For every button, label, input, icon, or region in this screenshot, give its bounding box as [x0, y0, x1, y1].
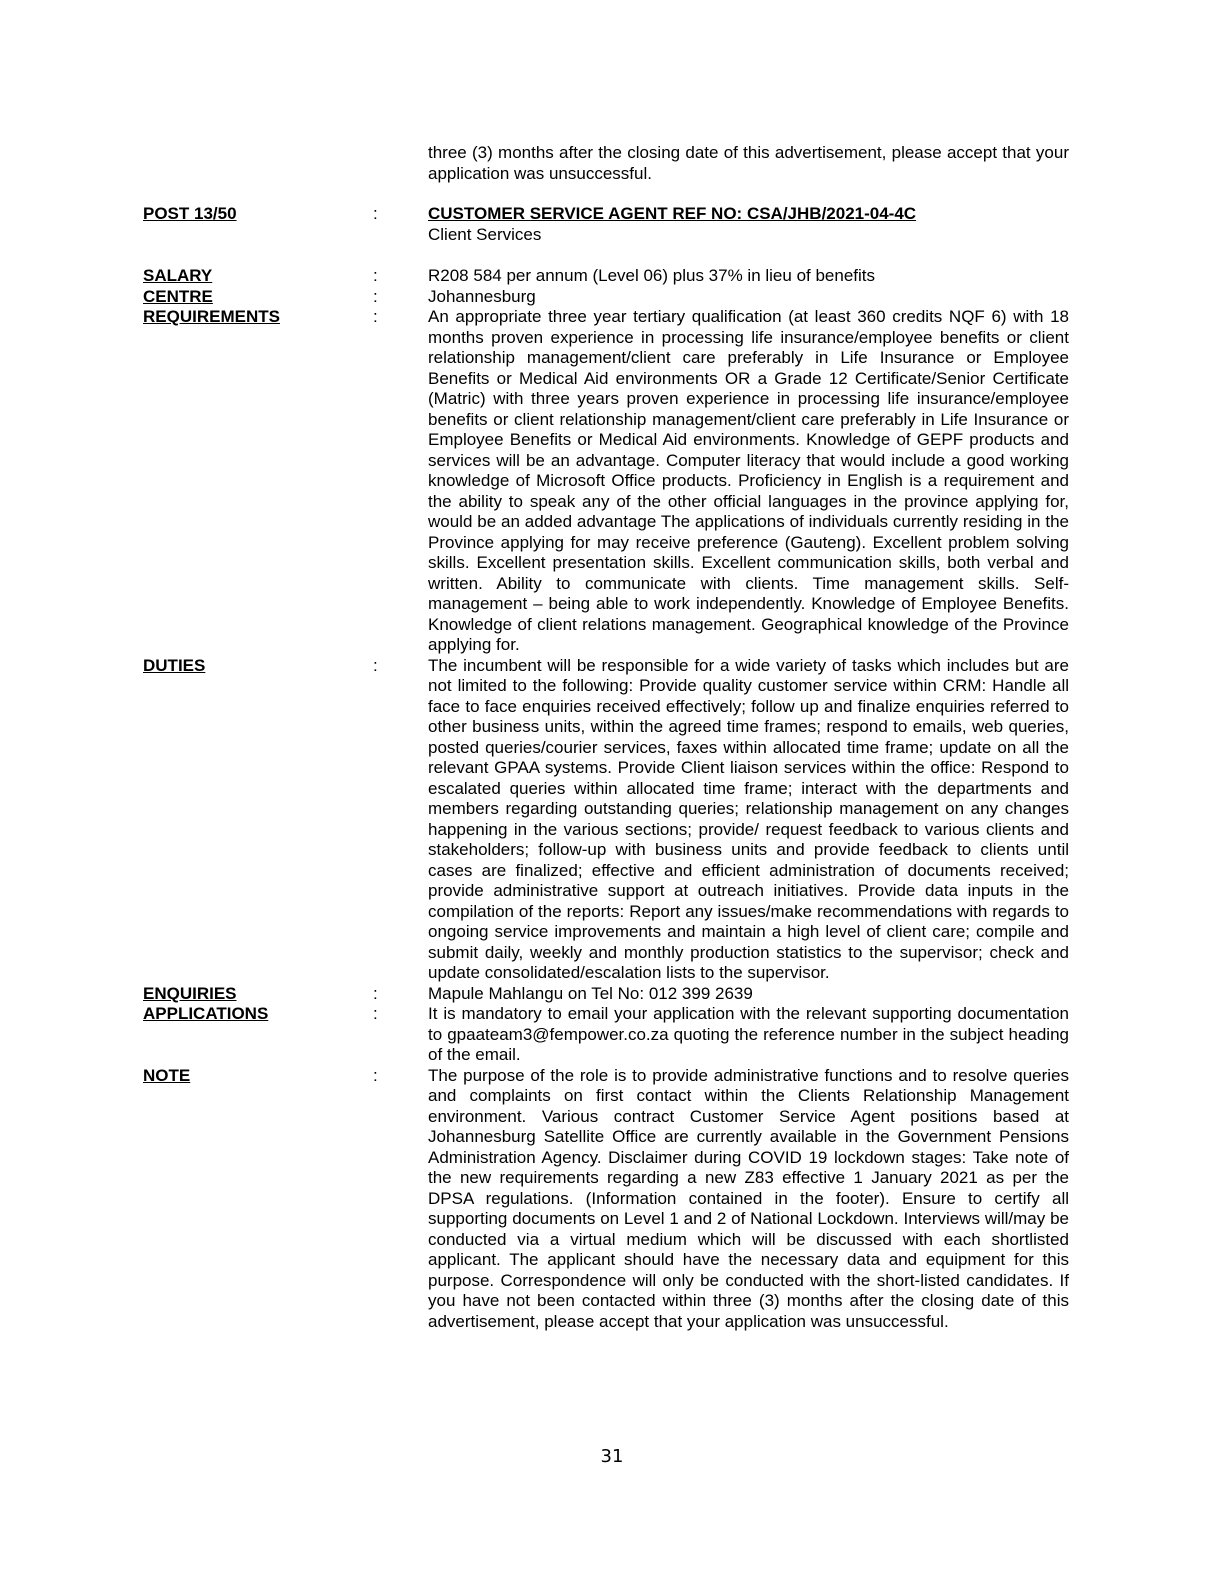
post-colon: :: [373, 204, 378, 223]
applications-label: APPLICATIONS: [143, 1004, 269, 1023]
note-value: The purpose of the role is to provide administrative functions and to resolve queries and complaints on first contact within the Clients Relationship Management environment. Various contract Customer Service Agent positions based at Johannesburg Satellite Office are currently available in the Government Pensions Administration Agency. Disclaimer during COVID 19 lockdown stages: Take note of the new requirements regarding a new Z83 effective 1 January 2021 as per the DPSA regulations. (Information contained in the footer). Ensure to certify all supporting documents on Level 1 and 2 of National Lockdown. Interviews will/may be conducted via a virtual medium which will be discussed with each shortlisted applicant. The applicant should have the necessary data and equipment for this purpose. Correspondence will only be conducted with the short-listed candidates. If you have not been contacted within three (3) months after the closing date of this advertisement, please accept that your application was unsuccessful.: [428, 1065, 1069, 1331]
requirements-label: REQUIREMENTS: [143, 307, 280, 326]
post-details-block: [0, 266, 1224, 1332]
duties-value: The incumbent will be responsible for a wide variety of tasks which includes but are not limited to the following: Provide quality customer service within CRM: Handle all face to face enquiries received effectively; follow up and finalize enquiries referred to other business units, within the agreed time frames; respond to emails, web queries, posted queries/courier services, faxes within allocated time frame; update on all the relevant GPAA systems. Provide Client liaison services within the office: Respond to escalated queries within allocated time frame; interact with the departments and members regarding outstanding queries; relationship management on any changes happening in the various sections; provide/ request feedback to various clients and stakeholders; follow-up with business units and provide feedback to clients until cases are finalized; effective and efficient administration of documents received; provide administrative support at outreach initiatives. Provide data inputs in the compilation of the reports: Report any issues/make recommendations with regards to ongoing service improvements and maintain a high level of client care; compile and submit daily, weekly and monthly production statistics to the supervisor; check and update consolidated/escalation lists to the supervisor.: [428, 655, 1069, 982]
page-number: 31: [600, 1446, 624, 1467]
applications-value: It is mandatory to email your application with the relevant supporting documentation to gpaateam3@fempower.co.za quoting the reference number in the subject heading of the email.: [428, 1004, 1069, 1064]
post-heading-block: [0, 204, 1224, 245]
enquiries-label: ENQUIRIES: [143, 983, 237, 1003]
centre-colon: :: [373, 286, 378, 306]
post-subtitle: Client Services: [428, 224, 542, 244]
duties-row: [0, 656, 1224, 984]
salary-value: R208 584 per annum (Level 06) plus 37% in lieu of benefits: [428, 266, 876, 285]
intro-continuation-text: three (3) months after the closing date of this advertisement, please accept that your application was unsuccessful.: [428, 143, 1069, 183]
salary-colon: :: [373, 266, 378, 285]
enquiries-colon: :: [373, 983, 378, 1003]
salary-label: SALARY: [143, 266, 213, 285]
requirements-row: [0, 307, 1224, 656]
post-value: [428, 204, 1069, 245]
enquiries-value: Mapule Mahlangu on Tel No: 012 399 2639: [428, 983, 753, 1003]
duties-colon: :: [373, 655, 378, 675]
post-title: CUSTOMER SERVICE AGENT REF NO: CSA/JHB/2021-04-4C: [428, 204, 917, 223]
post-row: [0, 204, 1224, 245]
duties-label: DUTIES: [143, 655, 206, 675]
note-label: NOTE: [143, 1065, 191, 1085]
note-row: [0, 1066, 1224, 1333]
centre-row: [0, 287, 1224, 308]
centre-value: Johannesburg: [428, 286, 536, 306]
centre-label: CENTRE: [143, 286, 213, 306]
post-label: POST 13/50: [143, 204, 237, 223]
requirements-colon: :: [373, 307, 378, 326]
note-colon: :: [373, 1065, 378, 1085]
requirements-value: An appropriate three year tertiary qualification (at least 360 credits NQF 6) with 18 months proven experience in processing life insurance/employee benefits or client relationship management/client care preferably in Life Insurance or Employee Benefits or Medical Aid environments OR a Grade 12 Certificate/Senior Certificate (Matric) with three years proven experience in processing life insurance/employee benefits or client relationship management/client care preferably in Life Insurance or Employee Benefits or Medical Aid environments. Knowledge of GEPF products and services will be an advantage. Computer literacy that would include a good working knowledge of Microsoft Office products. Proficiency in English is a requirement and the ability to speak any of the other official languages in the province applying for, would be an added advantage The applications of individuals currently residing in the Province applying for may receive preference (Gauteng). Excellent problem solving skills. Excellent presentation skills. Excellent communication skills, both verbal and written. Ability to communicate with clients. Time management skills. Self-management – being able to work independently. Knowledge of Employee Benefits. Knowledge of client relations management. Geographical knowledge of the Province applying for.: [428, 307, 1069, 654]
enquiries-row: [0, 984, 1224, 1005]
salary-row: [0, 266, 1224, 287]
applications-row: [0, 1004, 1224, 1066]
applications-colon: :: [373, 1004, 378, 1023]
